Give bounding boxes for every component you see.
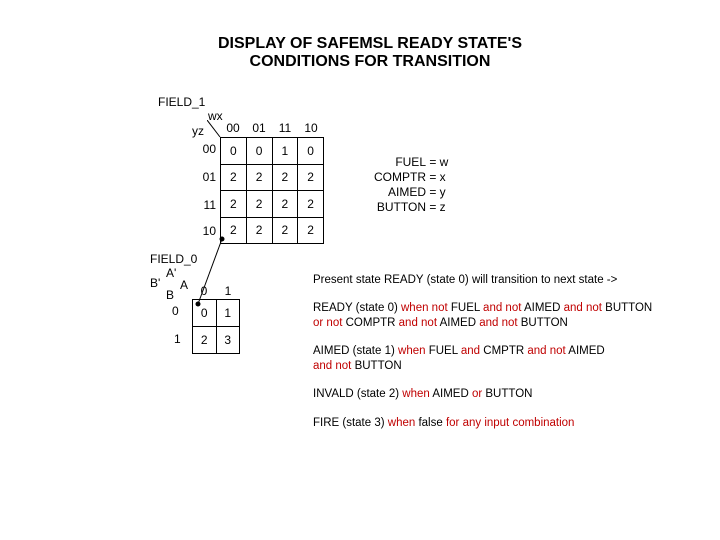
keyword: when xyxy=(384,417,419,429)
field0-row-header: 1 xyxy=(174,332,181,346)
variable: BUTTON xyxy=(354,360,402,372)
kmap-cell: 0 xyxy=(246,138,272,165)
title-line-1: DISPLAY OF SAFEMSL READY STATE'S xyxy=(217,35,522,52)
field1-col-header: 10 xyxy=(304,121,318,135)
legend-eq: = z xyxy=(429,200,446,214)
field0-b-var: B xyxy=(166,288,175,302)
kmap-cell: 2 xyxy=(193,327,217,354)
variable: BUTTON xyxy=(520,317,568,329)
field1-row-header: 01 xyxy=(202,170,216,184)
keyword: and xyxy=(457,345,484,357)
ready-line-2 xyxy=(313,316,652,331)
variable: AIMED xyxy=(432,388,469,400)
variable: AIMED xyxy=(568,345,605,357)
keyword: when not xyxy=(397,302,451,314)
field1-col-header: 11 xyxy=(278,121,292,135)
keyword: and not xyxy=(395,317,440,329)
field1-corner-diagonal xyxy=(207,120,221,138)
legend-eq: = y xyxy=(429,185,446,199)
field0-a-var: A xyxy=(180,278,189,292)
field1-kmap xyxy=(220,137,324,244)
field1-row-var: yz xyxy=(192,124,204,138)
kmap-cell: 0 xyxy=(221,138,247,165)
field1-row-header: 00 xyxy=(202,142,216,156)
page-title xyxy=(160,35,580,71)
legend-name: BUTTON xyxy=(376,200,426,214)
kmap-cell: 2 xyxy=(246,217,272,244)
variable: AIMED xyxy=(439,317,476,329)
ready-condition xyxy=(313,301,652,331)
kmap-cell: 2 xyxy=(298,164,324,191)
kmap-cell: 0 xyxy=(193,300,217,327)
variable-legend xyxy=(366,155,448,215)
kmap-cell: 2 xyxy=(272,217,298,244)
variable: FUEL xyxy=(428,345,458,357)
keyword: and not xyxy=(476,317,521,329)
field1-col-var: wx xyxy=(208,109,223,123)
keyword: or xyxy=(468,388,486,400)
keyword: and not xyxy=(560,302,606,314)
kmap-cell: 2 xyxy=(246,191,272,218)
kmap-cell: 2 xyxy=(221,164,247,191)
state-name: READY (state 0) xyxy=(313,302,398,314)
legend-eq: = x xyxy=(429,170,446,184)
invald-condition xyxy=(313,387,532,402)
kmap-cell: 1 xyxy=(216,300,240,327)
legend-eq: = w xyxy=(429,155,449,169)
variable: BUTTON xyxy=(605,302,653,314)
field0-label: FIELD_0 xyxy=(150,252,198,266)
kmap-cell: 2 xyxy=(272,164,298,191)
keyword: and not xyxy=(479,302,524,314)
title-line-2: CONDITIONS FOR TRANSITION xyxy=(249,53,491,70)
variable: BUTTON xyxy=(485,388,533,400)
legend-name: COMPTR xyxy=(374,170,426,184)
field1-label: FIELD_1 xyxy=(158,95,206,109)
keyword: and not xyxy=(313,360,355,372)
variable: false xyxy=(418,417,443,429)
field0-a-prime: A' xyxy=(166,266,177,280)
legend-row xyxy=(366,200,448,215)
field1-row-header: 11 xyxy=(203,198,216,212)
legend-name: FUEL xyxy=(395,155,426,169)
variable: AIMED xyxy=(523,302,561,314)
field0-row-header: 0 xyxy=(172,304,179,318)
kmap-cell: 0 xyxy=(298,138,324,165)
aimed-line-1 xyxy=(313,344,605,359)
keyword: for any input combination xyxy=(442,417,575,429)
ready-line-1 xyxy=(313,301,652,316)
intro-text: Present state READY (state 0) will transition to next state -> xyxy=(313,274,618,286)
field1-col-header: 01 xyxy=(252,121,266,135)
field1-row-header: 10 xyxy=(202,224,216,238)
legend-row xyxy=(366,155,448,170)
keyword: and not xyxy=(524,345,569,357)
kmap-cell: 2 xyxy=(298,217,324,244)
legend-name: AIMED xyxy=(387,185,426,199)
kmap-cell: 3 xyxy=(216,327,240,354)
kmap-cell: 2 xyxy=(272,191,298,218)
legend-row xyxy=(366,185,448,200)
fire-condition xyxy=(313,416,574,431)
kmap-cell: 2 xyxy=(221,217,247,244)
kmap-cell: 2 xyxy=(221,191,247,218)
keyword: or not xyxy=(313,317,346,329)
field0-col-header: 0 xyxy=(200,284,208,298)
variable: COMPTR xyxy=(345,317,396,329)
legend-row xyxy=(366,170,448,185)
kmap-cell: 2 xyxy=(298,191,324,218)
state-name: FIRE (state 3) xyxy=(313,417,385,429)
field0-col-header: 1 xyxy=(224,284,232,298)
keyword: when xyxy=(394,345,429,357)
field1-col-header: 00 xyxy=(226,121,240,135)
aimed-line-2 xyxy=(313,359,605,374)
connector-arrow xyxy=(190,236,226,308)
keyword: when xyxy=(399,388,433,400)
variable: FUEL xyxy=(450,302,480,314)
state-name: INVALD (state 2) xyxy=(313,388,400,400)
kmap-cell: 1 xyxy=(272,138,298,165)
kmap-cell: 2 xyxy=(246,164,272,191)
state-name: AIMED (state 1) xyxy=(313,345,395,357)
aimed-condition xyxy=(313,344,605,374)
field0-b-prime: B' xyxy=(150,276,161,290)
variable: CMPTR xyxy=(483,345,525,357)
